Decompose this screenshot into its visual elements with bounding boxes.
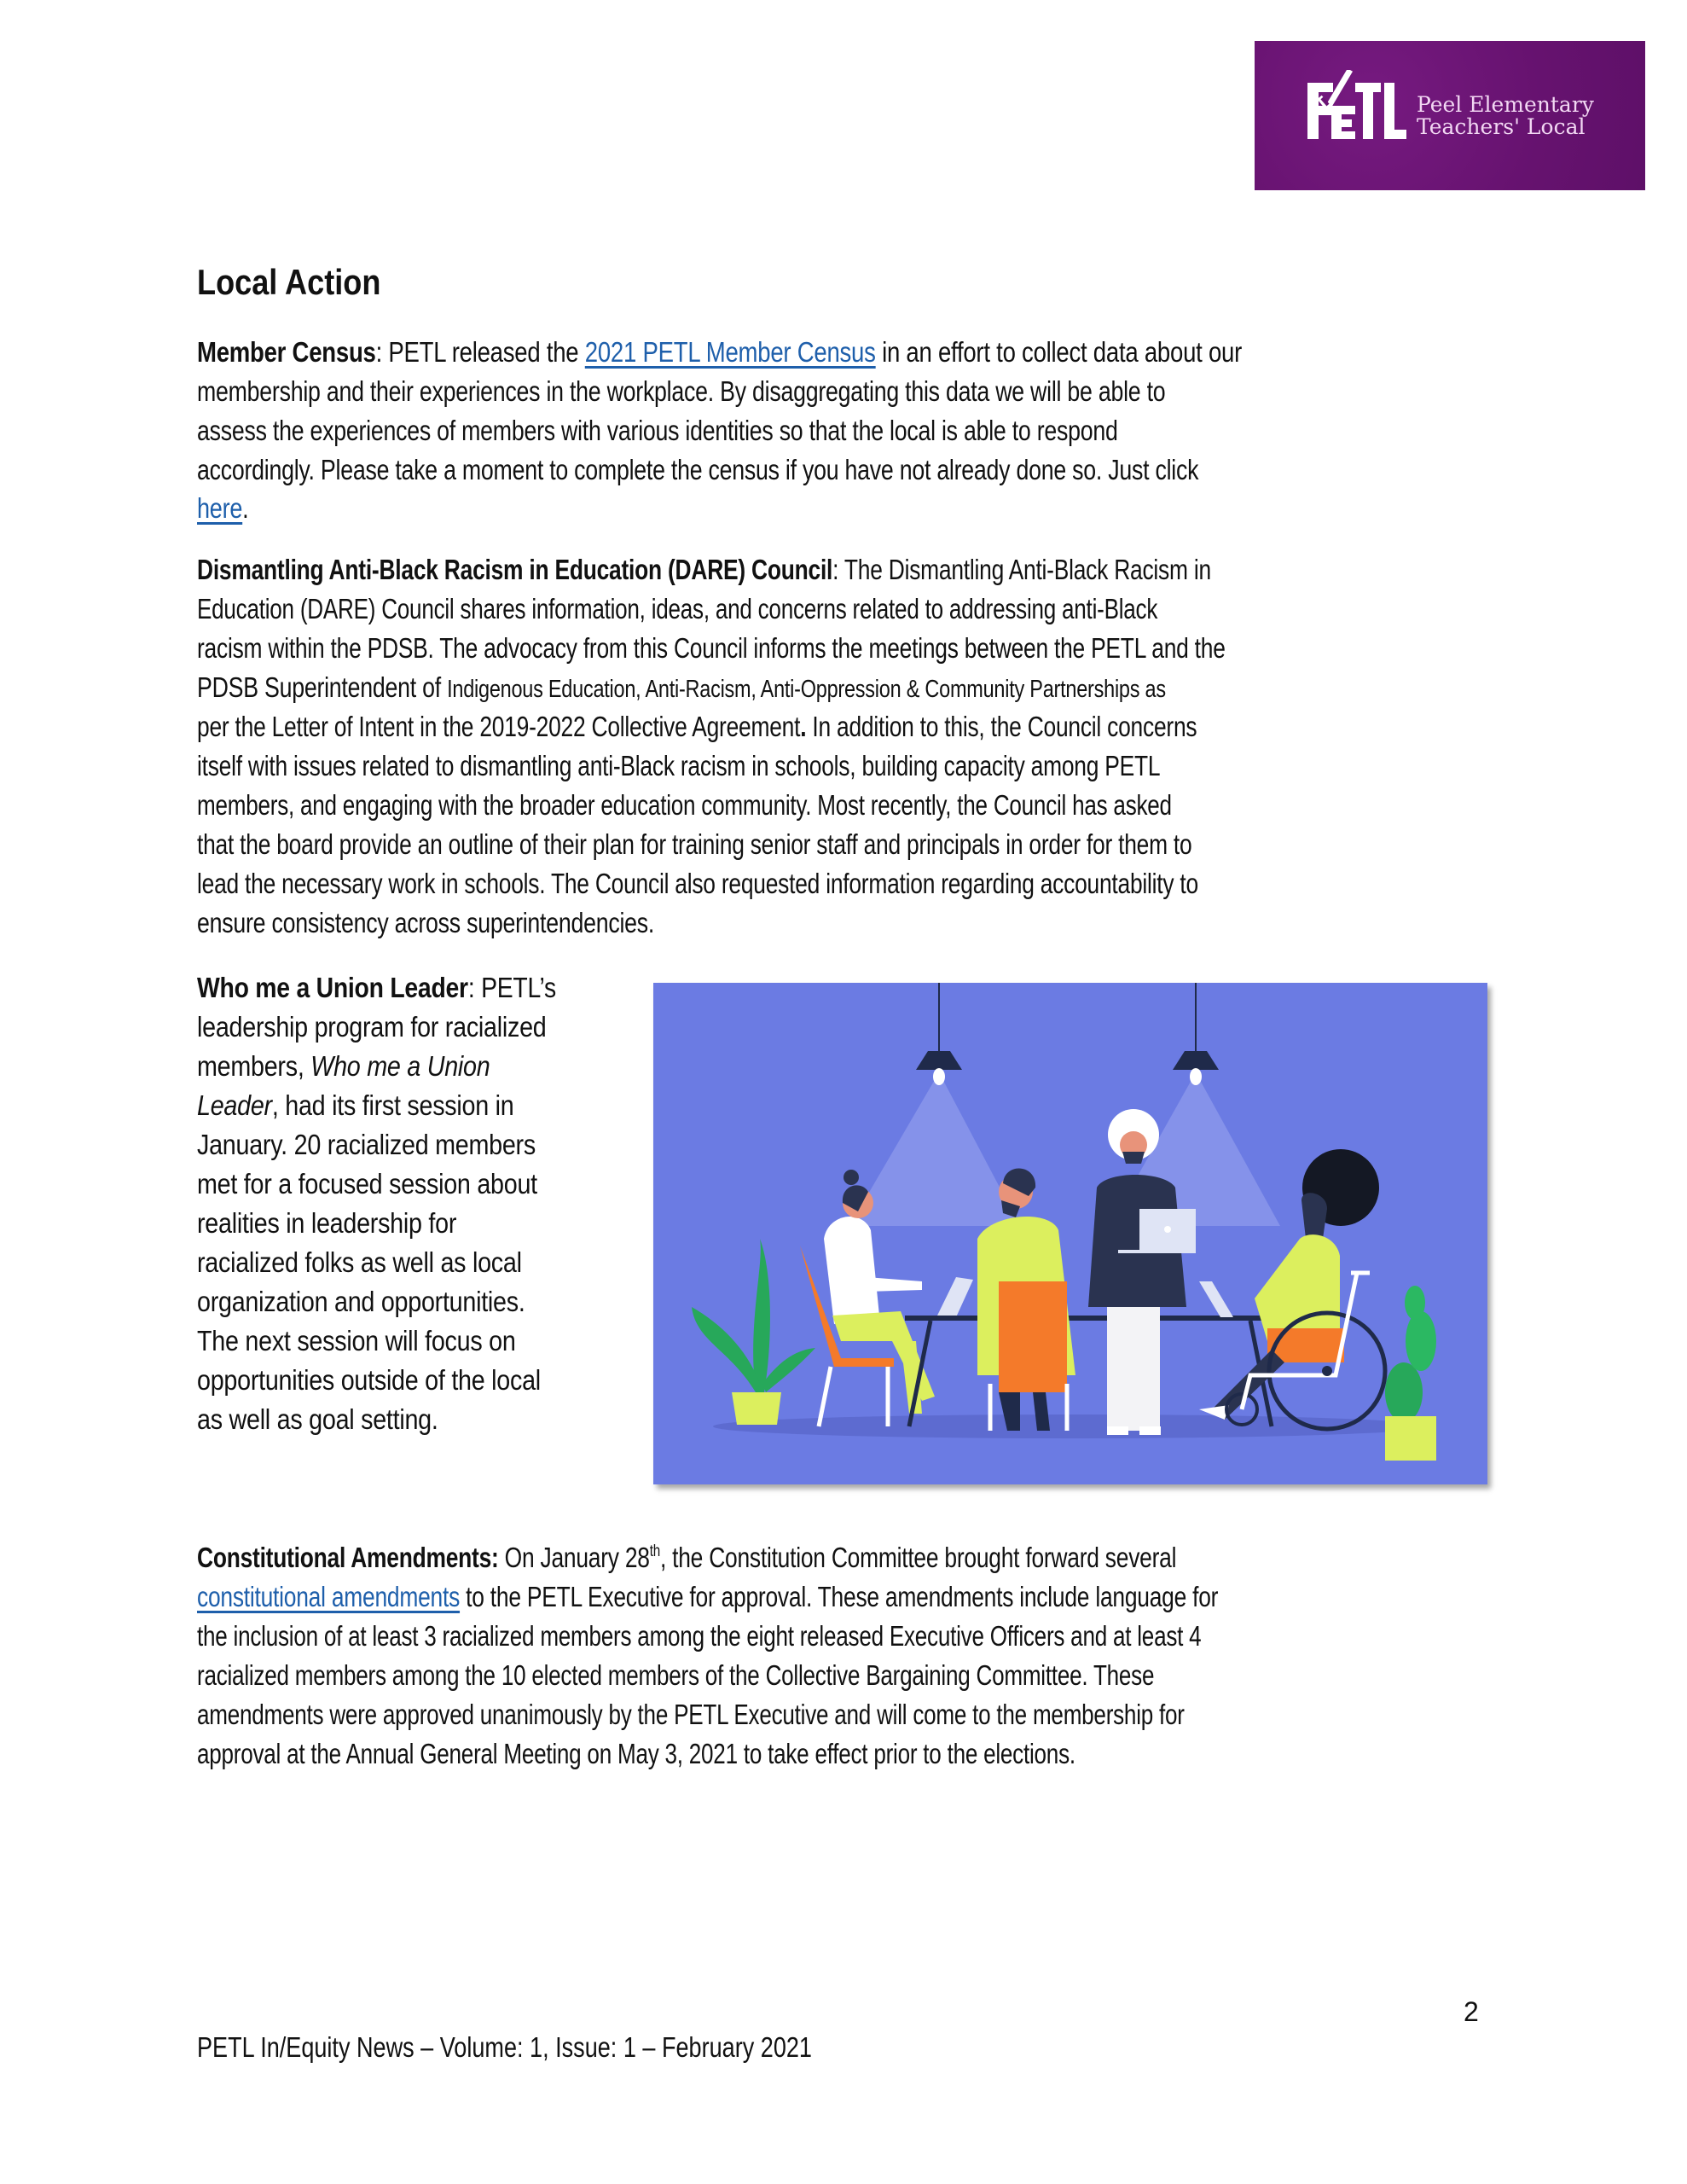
- plant-left-icon: [692, 1239, 815, 1425]
- census-title: Member Census: [197, 336, 376, 368]
- cactus-plant-icon: [1385, 1286, 1436, 1461]
- dare-line-2: Education (DARE) Council shares information, ideas, and concerns related to addressing anti-Black: [197, 593, 1158, 624]
- whome-line-1: [197, 971, 556, 1005]
- census-here-link[interactable]: here: [197, 492, 243, 524]
- dare-line-10: ensure consistency across superintendencies.: [197, 907, 655, 938]
- petl-logo: [1255, 41, 1645, 190]
- amend-title: Constitutional Amendments:: [197, 1542, 499, 1573]
- whome-line-5: January. 20 racialized members: [197, 1129, 536, 1160]
- census-text: in an effort to collect data about our: [875, 336, 1243, 368]
- amend-text: , the Constitution Committee brought forward several: [659, 1542, 1177, 1573]
- whome-line-2: leadership program for racialized: [197, 1011, 547, 1043]
- dare-line-5: [197, 710, 1197, 744]
- amend-line-3: the inclusion of at least 3 racialized members among the eight released Executive Officers and at least 4: [197, 1620, 1202, 1652]
- laptop-icon: [1199, 1281, 1233, 1317]
- amend-text: to the PETL Executive for approval. These amendments include language for: [460, 1581, 1219, 1612]
- whome-title: Who me a Union Leader: [197, 972, 468, 1003]
- logo-name-line-1: Peel Elementary: [1417, 92, 1594, 117]
- census-text: .: [242, 492, 249, 524]
- census-line-4: accordingly. Please take a moment to complete the census if you have not already done so. Just click: [197, 454, 1199, 485]
- census-line-2: membership and their experiences in the workplace. By disaggregating this data we will be able to: [197, 375, 1166, 407]
- dare-text: In addition to this, the Council concerns: [806, 711, 1197, 742]
- amend-sup: th: [649, 1542, 660, 1560]
- amend-line-4: racialized members among the 10 elected members of the Collective Bargaining Committee. These: [197, 1659, 1155, 1691]
- amend-line-1: [197, 1541, 1176, 1575]
- amend-line-2: [197, 1580, 1218, 1614]
- whome-line-7: realities in leadership for: [197, 1207, 457, 1239]
- dare-text: per the Letter of Intent in the 2019-2022 Collective Agreement: [197, 711, 801, 742]
- petl-checkmark-logo-icon: [1307, 70, 1406, 140]
- member-census-link[interactable]: 2021 PETL Member Census: [584, 336, 876, 368]
- whome-text: members,: [197, 1050, 311, 1082]
- dare-text: Indigenous Education, Anti-Racism, Anti-Oppression & Community Partnerships as: [447, 676, 1166, 703]
- amend-line-6: approval at the Annual General Meeting on May 3, 2021 to take effect prior to the elections.: [197, 1738, 1075, 1769]
- census-line-1: [197, 335, 1242, 369]
- whome-text: : PETL’s: [467, 972, 556, 1003]
- dare-line-3: racism within the PDSB. The advocacy from this Council informs the meetings between the PETL and the: [197, 632, 1226, 664]
- dare-line-7: members, and engaging with the broader education community. Most recently, the Council has asked: [197, 789, 1172, 821]
- dare-text: .: [800, 711, 807, 742]
- amend-line-5: amendments were approved unanimously by the PETL Executive and will come to the membership for: [197, 1699, 1185, 1730]
- dare-line-6: itself with issues related to dismantling anti-Black racism in schools, building capacity among PETL: [197, 750, 1161, 781]
- whome-italic: Who me a Union: [310, 1050, 490, 1082]
- pendant-lamp-left-icon: [849, 983, 1020, 1226]
- whome-line-6: met for a focused session about: [197, 1168, 537, 1199]
- whome-line-9: organization and opportunities.: [197, 1286, 525, 1317]
- whome-italic: Leader: [197, 1089, 272, 1121]
- census-sep: :: [375, 336, 389, 368]
- census-line-3: assess the experiences of members with various identities so that the local is able to respond: [197, 415, 1118, 446]
- whome-line-12: as well as goal setting.: [197, 1403, 438, 1435]
- page-number: 2: [1464, 1996, 1479, 2027]
- dare-line-8: that the board provide an outline of their plan for training senior staff and principals in order for them to: [197, 828, 1192, 860]
- dare-line-4: [197, 671, 1166, 706]
- whome-text: , had its first session in: [271, 1089, 514, 1121]
- logo-organization-name: [1417, 94, 1594, 138]
- whome-line-10: The next session will focus on: [197, 1325, 516, 1356]
- whome-line-11: opportunities outside of the local: [197, 1364, 541, 1396]
- census-line-5: [197, 491, 248, 526]
- dare-title: Dismantling Anti-Black Racism in Education (DARE) Council: [197, 554, 833, 585]
- whome-line-3: [197, 1049, 490, 1083]
- page-footer: PETL In/Equity News – Volume: 1, Issue: 1 – February 2021: [197, 2031, 812, 2063]
- whome-line-8: racialized folks as well as local: [197, 1246, 522, 1278]
- laptop-icon: [936, 1277, 973, 1317]
- dare-text: PDSB Superintendent of: [197, 671, 448, 703]
- dare-line-1: [197, 553, 1211, 587]
- census-text: PETL released the: [388, 336, 585, 368]
- dare-line-9: lead the necessary work in schools. The Council also requested information regarding accountability to: [197, 868, 1198, 899]
- section-heading: Local Action: [197, 262, 381, 302]
- amend-text: On January 28: [498, 1542, 650, 1573]
- logo-name-line-2: Teachers' Local: [1417, 114, 1586, 139]
- illustration-scene: [653, 983, 1487, 1484]
- constitutional-amendments-link[interactable]: constitutional amendments: [197, 1581, 461, 1612]
- whome-line-4: [197, 1089, 513, 1123]
- dare-text: : The Dismantling Anti-Black Racism in: [832, 554, 1211, 585]
- team-meeting-illustration: [653, 983, 1487, 1484]
